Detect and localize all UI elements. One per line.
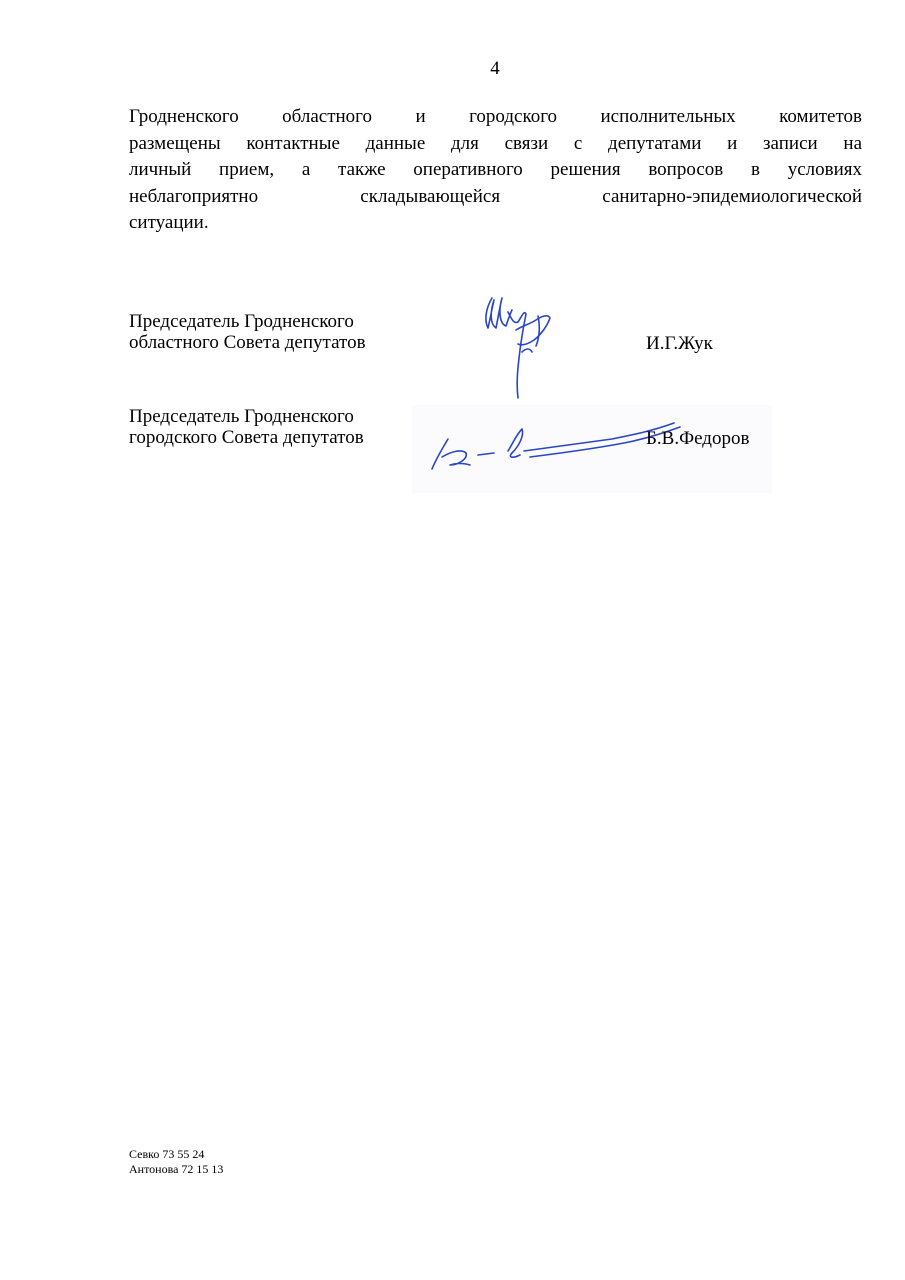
handwritten-signature-1 bbox=[478, 290, 568, 405]
body-line: личный прием, а также оперативного решения вопросов в условиях bbox=[129, 159, 862, 180]
signatory-title-line: Председатель Гродненского bbox=[129, 406, 354, 427]
signatory-title-line: областного Совета депутатов bbox=[129, 332, 366, 353]
contact-footer bbox=[129, 1147, 223, 1177]
body-paragraph bbox=[129, 104, 862, 237]
signatory-2-title bbox=[129, 406, 364, 448]
page-number: 4 bbox=[490, 58, 500, 79]
body-line: размещены контактные данные для связи с депутатами и записи на bbox=[129, 132, 862, 154]
contact-line: Севко 73 55 24 bbox=[129, 1147, 205, 1161]
body-line: Гродненского областного и городского исполнительных комитетов bbox=[129, 106, 862, 127]
signatory-1-title bbox=[129, 311, 366, 353]
signatory-title-line: Председатель Гродненского bbox=[129, 311, 354, 332]
contact-line: Антонова 72 15 13 bbox=[129, 1162, 224, 1176]
signatory-2-name: Б.В.Федоров bbox=[646, 428, 750, 449]
signatory-title-line: городского Совета депутатов bbox=[129, 427, 364, 448]
signatory-1-name: И.Г.Жук bbox=[646, 333, 713, 354]
body-line: неблагоприятно складывающейся санитарно-эпидемиологической bbox=[129, 185, 862, 207]
body-line: ситуации. bbox=[129, 212, 209, 233]
